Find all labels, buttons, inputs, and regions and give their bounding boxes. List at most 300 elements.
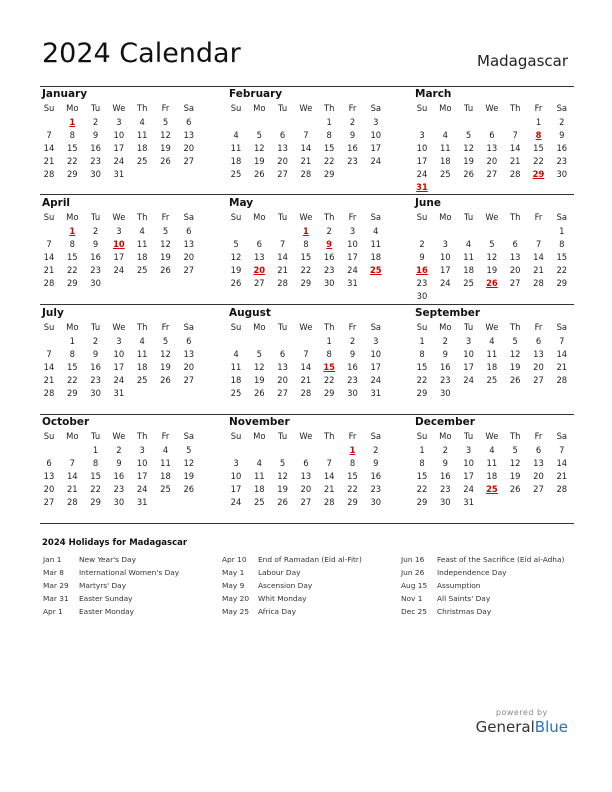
day-cell: 29 bbox=[300, 278, 312, 288]
day-cell: 15 bbox=[66, 252, 78, 262]
holiday-day: 29 bbox=[532, 169, 545, 179]
day-cell: 3 bbox=[442, 239, 448, 249]
holiday-day: 1 bbox=[302, 226, 309, 236]
day-cell: 23 bbox=[556, 156, 568, 166]
day-cell: 7 bbox=[535, 239, 542, 249]
day-cell: 24 bbox=[463, 375, 474, 385]
day-cell: 13 bbox=[486, 143, 498, 153]
day-cell: 26 bbox=[253, 169, 265, 179]
weekday-label: Su bbox=[230, 103, 242, 113]
month-december bbox=[413, 416, 577, 526]
holiday-name: New Year's Day bbox=[79, 555, 136, 564]
week-row bbox=[227, 470, 391, 483]
day-cell: 8 bbox=[303, 239, 309, 249]
week-row bbox=[227, 374, 391, 387]
day-cell: 22 bbox=[66, 265, 78, 275]
day-cell: 5 bbox=[162, 336, 169, 346]
weekday-label: Sa bbox=[183, 431, 195, 441]
day-cell: 6 bbox=[512, 239, 518, 249]
weekday-header bbox=[413, 321, 577, 334]
week-row bbox=[40, 142, 204, 155]
day-cell: 4 bbox=[162, 445, 169, 455]
day-cell: 15 bbox=[90, 471, 101, 481]
day-cell: 14 bbox=[556, 349, 568, 359]
day-cell: 4 bbox=[489, 336, 495, 346]
holiday-day: 20 bbox=[253, 265, 266, 275]
day-cell: 1 bbox=[92, 445, 99, 455]
day-cell: 7 bbox=[279, 239, 286, 249]
day-cell: 2 bbox=[92, 226, 99, 236]
day-cell: 22 bbox=[66, 156, 78, 166]
day-cell: 29 bbox=[347, 497, 358, 507]
day-cell: 10 bbox=[463, 458, 474, 468]
day-cell: 2 bbox=[92, 336, 99, 346]
day-cell: 5 bbox=[279, 458, 286, 468]
day-cell: 19 bbox=[183, 471, 195, 481]
week-row bbox=[413, 290, 577, 303]
day-cell: 17 bbox=[416, 156, 428, 166]
day-cell: 12 bbox=[486, 252, 498, 262]
day-cell: 24 bbox=[113, 156, 125, 166]
powered-by-text: powered by bbox=[495, 708, 548, 717]
holiday-item bbox=[222, 592, 412, 605]
month-name: April bbox=[42, 197, 71, 209]
day-cell: 6 bbox=[46, 458, 52, 468]
divider bbox=[40, 523, 574, 524]
day-cell: 29 bbox=[416, 388, 428, 398]
weekday-label: Th bbox=[509, 212, 521, 222]
day-cell: 1 bbox=[419, 445, 425, 455]
holiday-day: 15 bbox=[323, 362, 336, 372]
divider bbox=[40, 304, 574, 305]
day-cell: 22 bbox=[323, 156, 335, 166]
month-february bbox=[227, 88, 391, 198]
day-cell: 14 bbox=[556, 458, 568, 468]
weekday-label: Sa bbox=[556, 103, 568, 113]
holiday-name: Feast of the Sacrifice (Eid al-Adha) bbox=[437, 555, 565, 564]
weekday-label: Su bbox=[416, 431, 428, 441]
day-cell: 23 bbox=[323, 265, 335, 275]
day-cell: 8 bbox=[326, 130, 332, 140]
weekday-label: Sa bbox=[183, 322, 195, 332]
holiday-item bbox=[401, 605, 591, 618]
country-name: Madagascar bbox=[477, 52, 568, 70]
day-cell: 29 bbox=[323, 388, 335, 398]
weekday-label: Mo bbox=[439, 103, 452, 113]
day-cell: 6 bbox=[186, 336, 192, 346]
weekday-label: Mo bbox=[253, 103, 266, 113]
divider bbox=[40, 194, 574, 195]
weekday-header bbox=[40, 430, 204, 443]
day-cell: 31 bbox=[113, 169, 125, 179]
week-row bbox=[227, 168, 391, 181]
weekday-label: Su bbox=[43, 322, 55, 332]
day-cell: 14 bbox=[509, 143, 521, 153]
day-cell: 6 bbox=[186, 117, 192, 127]
day-cell: 16 bbox=[113, 471, 125, 481]
day-cell: 17 bbox=[439, 265, 451, 275]
day-cell: 30 bbox=[113, 497, 125, 507]
month-september bbox=[413, 307, 577, 417]
day-cell: 29 bbox=[323, 169, 335, 179]
day-cell: 30 bbox=[323, 278, 335, 288]
day-cell: 3 bbox=[116, 336, 122, 346]
weekday-label: Fr bbox=[348, 322, 357, 332]
day-cell: 1 bbox=[69, 336, 75, 346]
day-cell: 11 bbox=[463, 252, 474, 262]
weekday-label: Sa bbox=[556, 431, 568, 441]
weekday-label: Mo bbox=[66, 103, 79, 113]
weekday-label: Su bbox=[416, 103, 428, 113]
day-cell: 31 bbox=[370, 388, 382, 398]
day-cell: 6 bbox=[535, 336, 542, 346]
week-row bbox=[40, 470, 204, 483]
day-cell: 14 bbox=[300, 143, 312, 153]
day-cell: 5 bbox=[256, 130, 262, 140]
day-cell: 28 bbox=[533, 278, 544, 288]
holiday-item bbox=[43, 605, 233, 618]
day-cell: 7 bbox=[512, 130, 518, 140]
weekday-label: Fr bbox=[534, 322, 543, 332]
day-cell: 5 bbox=[186, 445, 192, 455]
day-cell: 12 bbox=[253, 143, 265, 153]
day-cell: 28 bbox=[66, 497, 78, 507]
day-cell: 4 bbox=[465, 239, 472, 249]
week-row bbox=[40, 361, 204, 374]
weekday-label: Tu bbox=[464, 322, 474, 332]
day-cell: 29 bbox=[66, 169, 78, 179]
day-cell: 19 bbox=[230, 265, 242, 275]
month-name: November bbox=[229, 416, 290, 428]
day-cell: 12 bbox=[277, 471, 288, 481]
day-cell: 8 bbox=[69, 130, 75, 140]
weekday-label: We bbox=[299, 322, 313, 332]
day-cell: 25 bbox=[439, 169, 451, 179]
day-cell: 8 bbox=[69, 239, 75, 249]
week-row bbox=[40, 387, 204, 400]
day-cell: 2 bbox=[349, 117, 356, 127]
weekday-header bbox=[227, 102, 391, 115]
day-cell: 15 bbox=[347, 471, 358, 481]
weekday-label: Tu bbox=[464, 431, 474, 441]
week-row bbox=[227, 335, 391, 348]
day-cell: 4 bbox=[373, 226, 379, 236]
holiday-item bbox=[222, 566, 412, 579]
day-cell: 21 bbox=[323, 484, 335, 494]
week-row bbox=[227, 387, 391, 400]
brand-logo bbox=[476, 708, 568, 736]
day-cell: 7 bbox=[46, 130, 52, 140]
week-row bbox=[227, 129, 391, 142]
day-cell: 27 bbox=[277, 388, 288, 398]
day-cell: 27 bbox=[183, 265, 195, 275]
weekday-label: Su bbox=[230, 431, 242, 441]
month-name: January bbox=[42, 88, 88, 100]
holiday-name: Whit Monday bbox=[258, 594, 307, 603]
holiday-item bbox=[43, 566, 233, 579]
day-cell: 20 bbox=[277, 156, 288, 166]
day-cell: 14 bbox=[277, 252, 288, 262]
weekday-label: We bbox=[112, 322, 126, 332]
weekday-label: Mo bbox=[439, 212, 452, 222]
week-row bbox=[40, 225, 204, 238]
holiday-name: Assumption bbox=[437, 581, 481, 590]
day-cell: 9 bbox=[349, 130, 356, 140]
month-may bbox=[227, 197, 391, 307]
holiday-day: 1 bbox=[69, 226, 76, 236]
day-cell: 19 bbox=[160, 252, 171, 262]
day-cell: 2 bbox=[349, 336, 356, 346]
day-cell: 31 bbox=[113, 388, 125, 398]
day-cell: 22 bbox=[556, 265, 568, 275]
day-cell: 10 bbox=[113, 349, 125, 359]
holiday-name: End of Ramadan (Eid al-Fitr) bbox=[258, 555, 362, 564]
week-row bbox=[227, 251, 391, 264]
weekday-header bbox=[413, 211, 577, 224]
day-cell: 11 bbox=[486, 458, 498, 468]
day-cell: 19 bbox=[486, 265, 498, 275]
month-name: December bbox=[415, 416, 475, 428]
weekday-label: Fr bbox=[348, 103, 357, 113]
holiday-item bbox=[222, 553, 412, 566]
day-cell: 16 bbox=[439, 471, 451, 481]
day-cell: 10 bbox=[230, 471, 242, 481]
weekday-label: Tu bbox=[91, 431, 101, 441]
day-cell: 11 bbox=[439, 143, 451, 153]
day-cell: 5 bbox=[233, 239, 239, 249]
month-march bbox=[413, 88, 577, 198]
weekday-label: Th bbox=[509, 103, 521, 113]
holiday-item bbox=[401, 566, 591, 579]
day-cell: 26 bbox=[230, 278, 242, 288]
day-cell: 21 bbox=[509, 156, 521, 166]
week-row bbox=[227, 155, 391, 168]
day-cell: 23 bbox=[90, 265, 101, 275]
day-cell: 18 bbox=[230, 156, 242, 166]
weekday-label: Tu bbox=[278, 103, 288, 113]
day-cell: 5 bbox=[162, 117, 169, 127]
weekday-label: We bbox=[112, 212, 126, 222]
day-cell: 29 bbox=[416, 497, 428, 507]
day-cell: 8 bbox=[92, 458, 99, 468]
weekday-label: We bbox=[112, 103, 126, 113]
day-cell: 23 bbox=[439, 375, 451, 385]
weekday-label: Tu bbox=[91, 103, 101, 113]
day-cell: 17 bbox=[370, 362, 382, 372]
weekday-header bbox=[227, 321, 391, 334]
day-cell: 3 bbox=[419, 130, 425, 140]
day-cell: 30 bbox=[90, 169, 101, 179]
day-cell: 18 bbox=[253, 484, 265, 494]
day-cell: 9 bbox=[419, 252, 425, 262]
day-cell: 22 bbox=[300, 265, 312, 275]
day-cell: 16 bbox=[556, 143, 568, 153]
weekday-label: Fr bbox=[161, 103, 170, 113]
weekday-label: Tu bbox=[91, 322, 101, 332]
weekday-label: Tu bbox=[91, 212, 101, 222]
day-cell: 14 bbox=[323, 471, 335, 481]
month-november bbox=[227, 416, 391, 526]
day-cell: 31 bbox=[136, 497, 148, 507]
holiday-date: May 25 bbox=[222, 607, 250, 616]
weekday-label: Sa bbox=[370, 322, 382, 332]
day-cell: 12 bbox=[463, 143, 474, 153]
weekday-label: Fr bbox=[534, 212, 543, 222]
holiday-date: Apr 1 bbox=[43, 607, 63, 616]
day-cell: 27 bbox=[533, 484, 544, 494]
day-cell: 25 bbox=[230, 388, 242, 398]
day-cell: 16 bbox=[370, 471, 382, 481]
day-cell: 2 bbox=[326, 226, 332, 236]
day-cell: 11 bbox=[136, 349, 148, 359]
month-april bbox=[40, 197, 204, 307]
day-cell: 7 bbox=[326, 458, 332, 468]
day-cell: 7 bbox=[46, 349, 52, 359]
weekday-label: Fr bbox=[534, 431, 543, 441]
day-cell: 6 bbox=[279, 130, 286, 140]
weekday-label: Su bbox=[43, 103, 55, 113]
day-cell: 24 bbox=[370, 156, 382, 166]
day-cell: 9 bbox=[442, 349, 448, 359]
day-cell: 14 bbox=[43, 143, 55, 153]
day-cell: 27 bbox=[253, 278, 265, 288]
day-cell: 15 bbox=[416, 471, 428, 481]
day-cell: 9 bbox=[349, 349, 356, 359]
day-cell: 25 bbox=[136, 265, 148, 275]
week-row bbox=[40, 155, 204, 168]
weekday-label: Su bbox=[230, 322, 242, 332]
week-row bbox=[227, 348, 391, 361]
day-cell: 21 bbox=[43, 375, 55, 385]
month-name: July bbox=[42, 307, 64, 319]
day-cell: 6 bbox=[256, 239, 262, 249]
day-cell: 5 bbox=[512, 445, 518, 455]
day-cell: 1 bbox=[559, 226, 565, 236]
day-cell: 21 bbox=[277, 265, 288, 275]
holiday-name: Easter Sunday bbox=[79, 594, 133, 603]
day-cell: 15 bbox=[66, 143, 78, 153]
day-cell: 10 bbox=[416, 143, 428, 153]
day-cell: 25 bbox=[230, 169, 242, 179]
day-cell: 6 bbox=[279, 349, 286, 359]
day-cell: 1 bbox=[419, 336, 425, 346]
day-cell: 20 bbox=[300, 484, 312, 494]
day-cell: 14 bbox=[43, 252, 55, 262]
weekday-label: Th bbox=[323, 322, 335, 332]
holiday-date: Nov 1 bbox=[401, 594, 423, 603]
day-cell: 13 bbox=[300, 471, 312, 481]
day-cell: 26 bbox=[253, 388, 265, 398]
day-cell: 15 bbox=[300, 252, 312, 262]
week-row bbox=[40, 444, 204, 457]
weekday-label: Fr bbox=[161, 322, 170, 332]
holiday-item bbox=[43, 592, 233, 605]
day-cell: 16 bbox=[347, 362, 358, 372]
day-cell: 12 bbox=[509, 349, 521, 359]
day-cell: 16 bbox=[90, 362, 101, 372]
day-cell: 22 bbox=[416, 484, 428, 494]
day-cell: 26 bbox=[463, 169, 474, 179]
day-cell: 19 bbox=[253, 156, 265, 166]
day-cell: 22 bbox=[416, 375, 428, 385]
day-cell: 13 bbox=[183, 130, 195, 140]
day-cell: 4 bbox=[139, 226, 145, 236]
week-row bbox=[40, 374, 204, 387]
day-cell: 19 bbox=[509, 362, 521, 372]
week-row bbox=[413, 483, 577, 496]
day-cell: 3 bbox=[465, 336, 472, 346]
day-cell: 28 bbox=[43, 278, 55, 288]
week-row bbox=[413, 155, 577, 168]
logo-general: General bbox=[475, 718, 535, 736]
weekday-label: Su bbox=[416, 212, 428, 222]
day-cell: 17 bbox=[113, 143, 125, 153]
week-row bbox=[227, 444, 391, 457]
day-cell: 3 bbox=[233, 458, 239, 468]
day-cell: 14 bbox=[300, 362, 312, 372]
day-cell: 5 bbox=[256, 349, 262, 359]
day-cell: 11 bbox=[136, 239, 148, 249]
holiday-item bbox=[43, 579, 233, 592]
day-cell: 23 bbox=[439, 484, 451, 494]
day-cell: 10 bbox=[347, 239, 358, 249]
week-row bbox=[40, 251, 204, 264]
holiday-day: 1 bbox=[69, 117, 76, 127]
day-cell: 17 bbox=[230, 484, 242, 494]
week-row bbox=[413, 444, 577, 457]
day-cell: 4 bbox=[233, 349, 239, 359]
weekday-label: Th bbox=[323, 212, 335, 222]
day-cell: 26 bbox=[160, 265, 171, 275]
day-cell: 15 bbox=[533, 143, 544, 153]
week-row bbox=[40, 168, 204, 181]
weekday-label: We bbox=[485, 431, 499, 441]
day-cell: 8 bbox=[326, 349, 332, 359]
weekday-label: We bbox=[299, 431, 313, 441]
day-cell: 24 bbox=[113, 375, 125, 385]
logo-blue: Blue bbox=[534, 718, 568, 736]
weekday-header bbox=[413, 430, 577, 443]
weekday-label: We bbox=[112, 431, 126, 441]
day-cell: 30 bbox=[347, 388, 358, 398]
week-row bbox=[413, 264, 577, 277]
day-cell: 25 bbox=[463, 278, 474, 288]
day-cell: 2 bbox=[373, 445, 379, 455]
day-cell: 22 bbox=[66, 375, 78, 385]
day-cell: 20 bbox=[183, 143, 195, 153]
holiday-name: Ascension Day bbox=[258, 581, 313, 590]
day-cell: 12 bbox=[160, 239, 171, 249]
day-cell: 18 bbox=[463, 265, 474, 275]
holiday-day: 16 bbox=[416, 265, 428, 275]
weekday-header bbox=[413, 102, 577, 115]
holiday-day: 1 bbox=[349, 445, 356, 455]
day-cell: 9 bbox=[442, 458, 448, 468]
day-cell: 28 bbox=[556, 484, 568, 494]
weekday-header bbox=[227, 211, 391, 224]
day-cell: 2 bbox=[442, 336, 448, 346]
holiday-date: Mar 31 bbox=[43, 594, 69, 603]
day-cell: 16 bbox=[90, 252, 101, 262]
weekday-label: Su bbox=[43, 431, 55, 441]
day-cell: 18 bbox=[136, 252, 148, 262]
day-cell: 23 bbox=[90, 156, 101, 166]
day-cell: 25 bbox=[253, 497, 265, 507]
day-cell: 10 bbox=[370, 349, 382, 359]
day-cell: 19 bbox=[160, 362, 171, 372]
day-cell: 3 bbox=[373, 117, 379, 127]
holidays-title: 2024 Holidays for Madagascar bbox=[42, 538, 188, 548]
